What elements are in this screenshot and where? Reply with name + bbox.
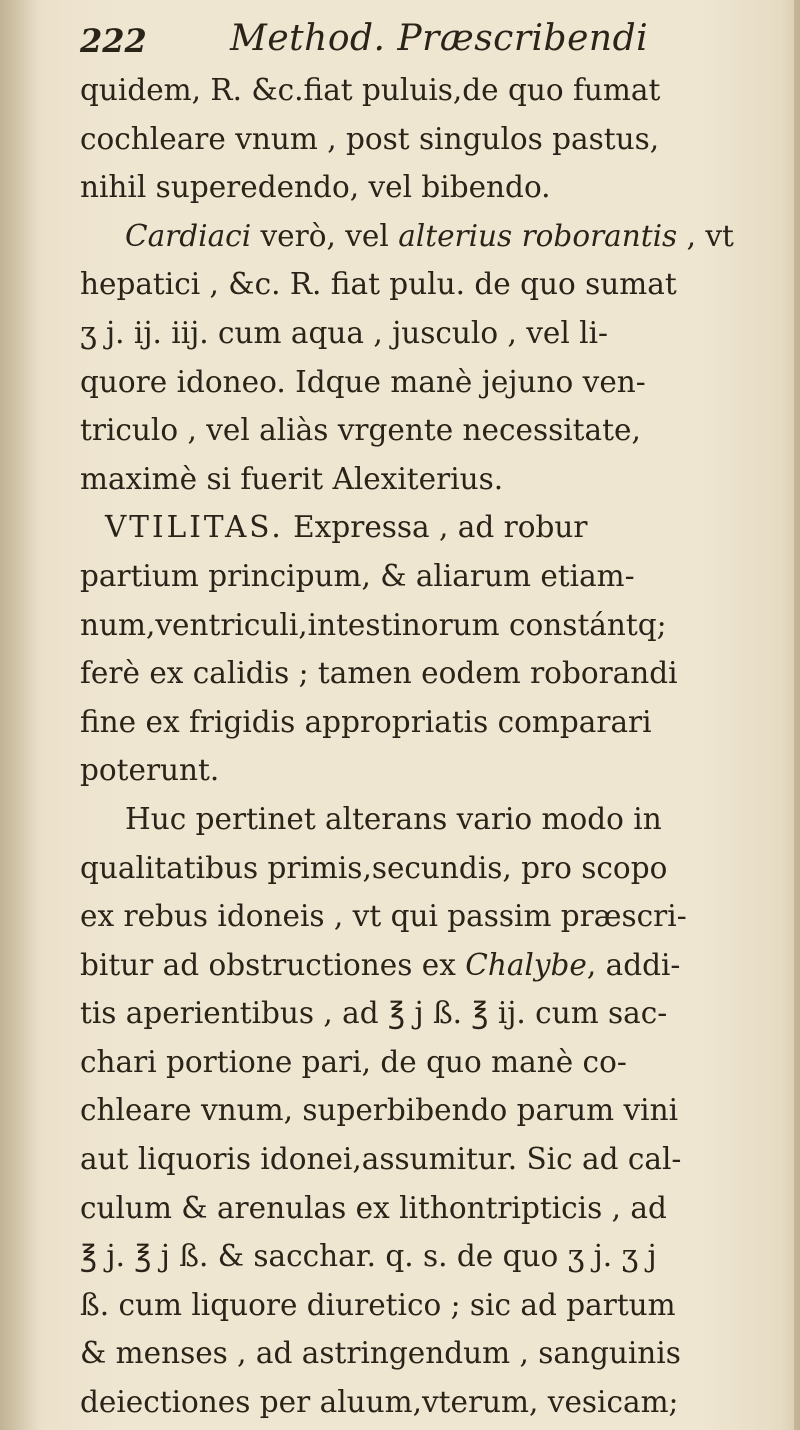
page-number: 222 (80, 22, 147, 60)
text-line: cochleare vnum , post singulos pastus, (80, 121, 660, 156)
body-text (80, 66, 775, 1427)
text-line: ß. cum liquore diuretico ; sic ad partum (80, 1287, 676, 1322)
text-line: ex rebus idoneis , vt qui passim præscri- (80, 899, 687, 934)
text-line: ʒ j. ij. iij. cum aqua , jusculo , vel li- (80, 315, 609, 350)
text-line: VTILITAS. Expressa , ad robur (105, 510, 588, 545)
page-header (80, 18, 760, 70)
text-line: Cardiaci verò, vel alterius roborantis , vt (125, 218, 734, 253)
text-line: chari portione pari, de quo manè co- (80, 1044, 627, 1079)
text-line: nihil superedendo, vel bibendo. (80, 170, 551, 205)
text-line: num,ventriculi,intestinorum constántq; (80, 607, 667, 642)
text-line: ferè ex calidis ; tamen eodem roborandi (80, 656, 678, 691)
text-line: maximè si fuerit Alexiterius. (80, 461, 504, 496)
text-line: ℥ j. ℥ j ß. & sacchar. q. s. de quo ʒ j. ʒ j (80, 1239, 657, 1274)
text-line: & menses , ad astringendum , sanguinis (80, 1336, 681, 1371)
text-line: quidem, R. &c.fiat puluis,de quo fumat (80, 73, 661, 107)
text-line: qualitatibus primis,secundis, pro scopo (80, 850, 668, 885)
text-line: triculo , vel aliàs vrgente necessitate, (80, 413, 641, 448)
running-head: Method. Præscribendi (230, 18, 649, 59)
text-line: quore idoneo. Idque manè jejuno ven- (80, 364, 646, 399)
text-line: fine ex frigidis appropriatis comparari (80, 704, 652, 739)
text-line: aut liquoris idonei,assumitur. Sic ad cal- (80, 1142, 682, 1177)
text-line: partium principum, & aliarum etiam- (80, 558, 635, 593)
text-line: tis aperientibus , ad ℥ j ß. ℥ ij. cum sac- (80, 996, 668, 1031)
page-edge (794, 0, 800, 1430)
text-line: culum & arenulas ex lithontripticis , ad (80, 1190, 667, 1225)
text-line: Huc pertinet alterans vario modo in (125, 801, 662, 836)
gutter-shadow (0, 0, 40, 1430)
text-line: bitur ad obstructiones ex Chalybe, addi- (80, 947, 681, 982)
text-line: poterunt. (80, 753, 220, 788)
text-line: hepatici , &c. R. fiat pulu. de quo sumat (80, 267, 677, 302)
text-line: deiectiones per aluum,vterum, vesicam; (80, 1385, 679, 1420)
text-line: chleare vnum, superbibendo parum vini (80, 1093, 679, 1128)
